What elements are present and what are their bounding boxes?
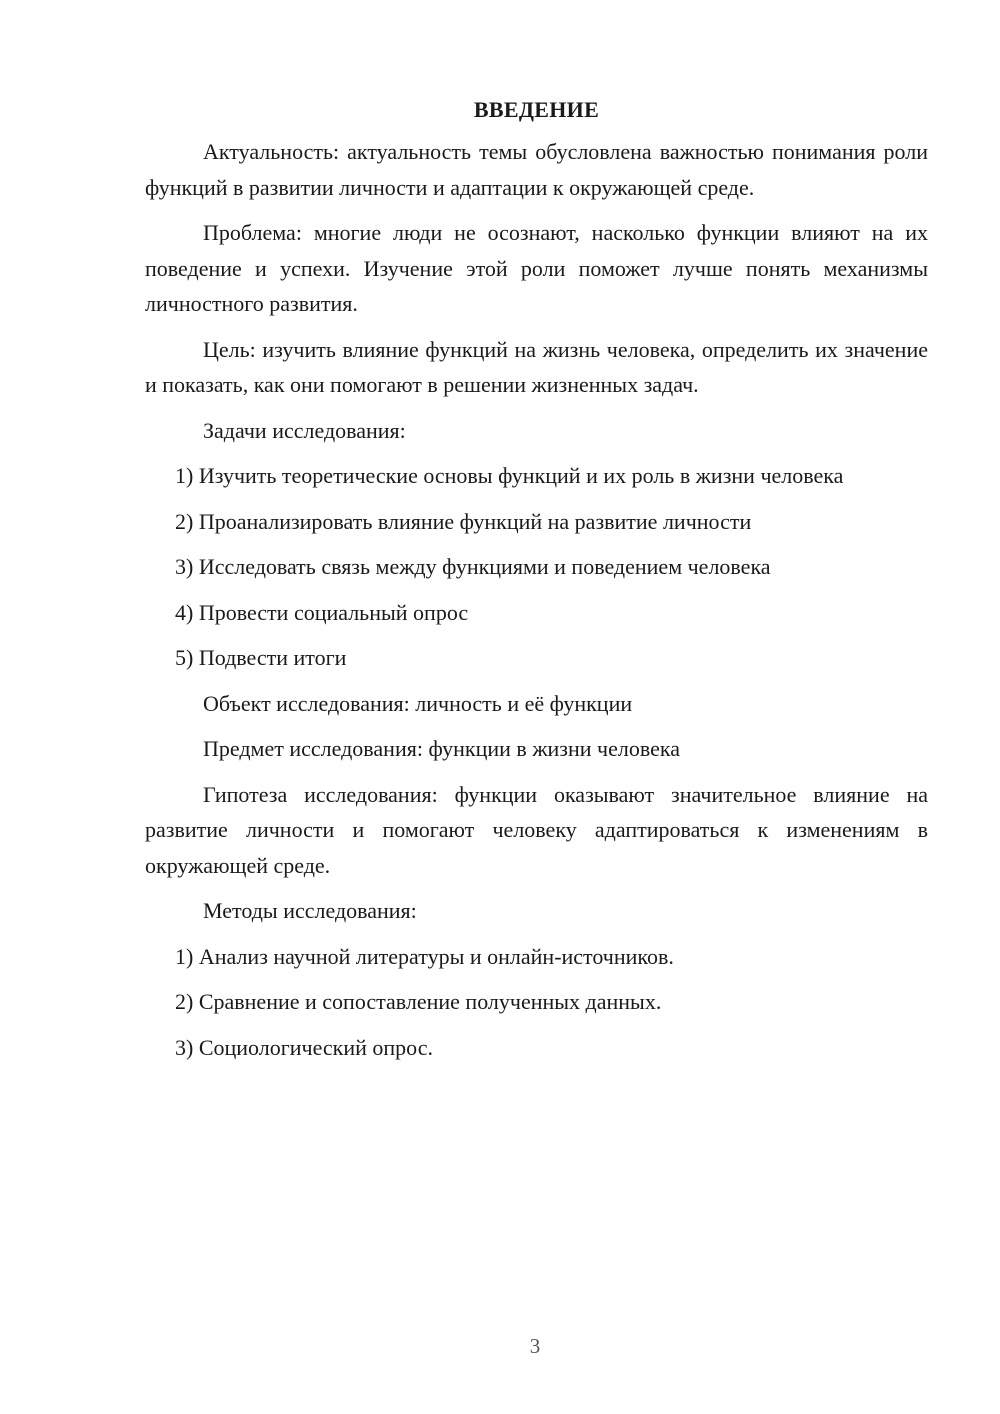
list-item: 3) Социологический опрос. <box>175 1034 433 1060</box>
object-line: Объект исследования: личность и её функции <box>203 690 633 716</box>
methods-list <box>145 939 928 1066</box>
goal-paragraph: Цель: изучить влияние функций на жизнь человека, определить их значение и показать, как они помогают в решении жизненных задач. <box>145 336 928 397</box>
document-page <box>145 92 928 1075</box>
list-item: 1) Изучить теоретические основы функций и их роль в жизни человека <box>175 463 844 488</box>
list-item: 1) Анализ научной литературы и онлайн-источников. <box>175 943 674 969</box>
page-number: 3 <box>529 1334 541 1358</box>
list-item: 3) Исследовать связь между функциями и поведением человека <box>175 554 771 579</box>
problem-paragraph: Проблема: многие люди не осознают, насколько функции влияют на их поведение и успехи. Изучение этой роли поможет лучше понять механизмы личностного развития. <box>145 220 928 316</box>
methods-heading: Методы исследования: <box>203 898 417 923</box>
list-item: 2) Сравнение и сопоставление полученных данных. <box>175 989 662 1014</box>
list-item: 4) Провести социальный опрос <box>175 599 469 625</box>
subject-line: Предмет исследования: функции в жизни человека <box>203 736 680 761</box>
tasks-heading: Задачи исследования: <box>203 417 406 443</box>
page-title: ВВЕДЕНИЕ <box>473 97 600 122</box>
tasks-list <box>145 458 928 676</box>
relevance-paragraph: Актуальность: актуальность темы обусловлена важностью понимания роли функций в развитии личности и адаптации к окружающей среде. <box>145 139 928 200</box>
list-item: 5) Подвести итоги <box>175 645 347 670</box>
hypothesis-paragraph: Гипотеза исследования: функции оказывают значительное влияние на развитие личности и помогают человеку адаптироваться к изменениям в окружающей среде. <box>145 781 928 878</box>
list-item: 2) Проанализировать влияние функций на развитие личности <box>175 508 752 534</box>
